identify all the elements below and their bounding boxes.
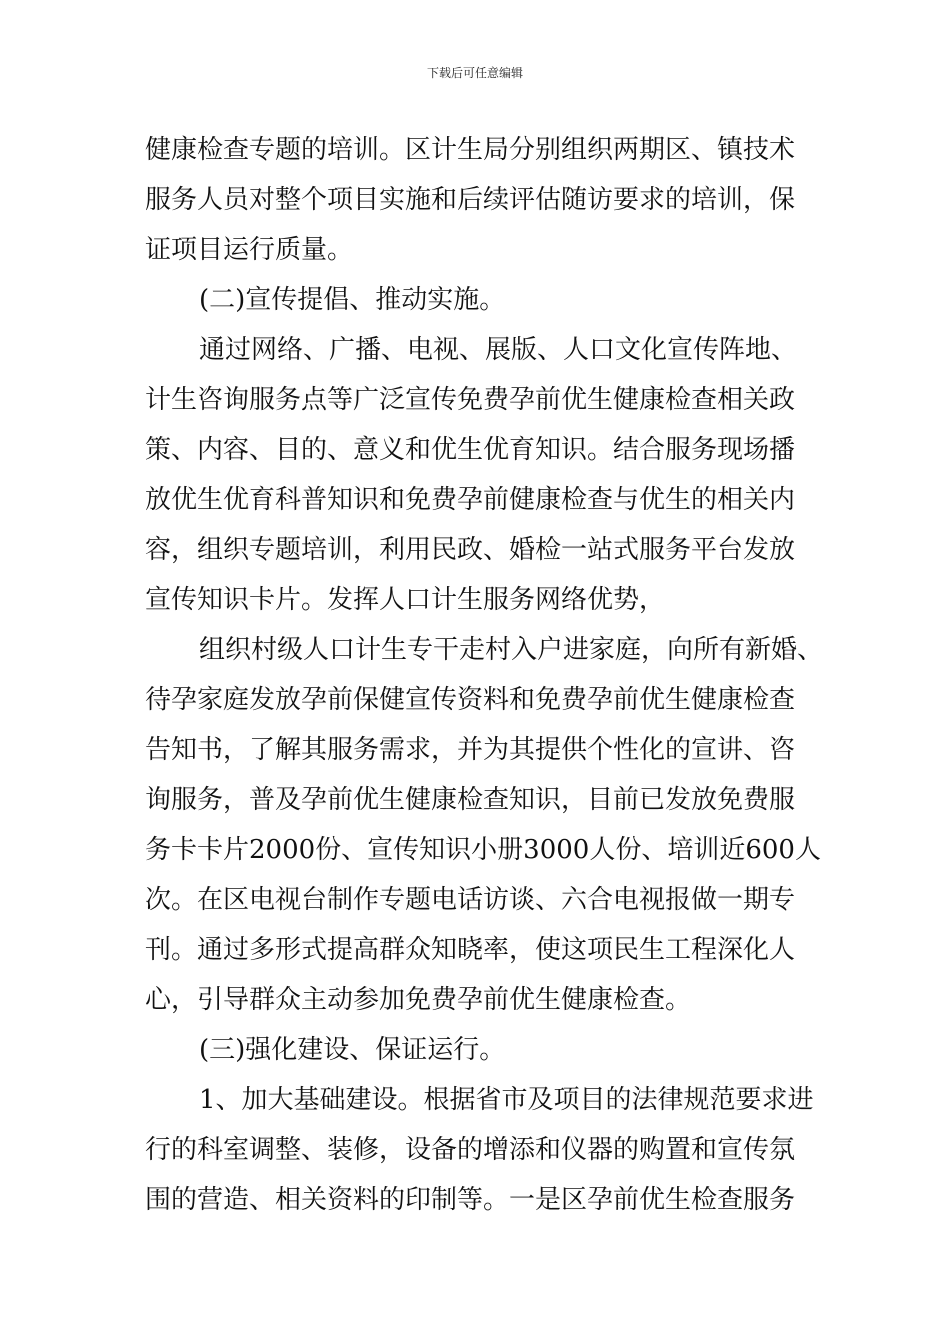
text-line: 计生咨询服务点等广泛宣传免费孕前优生健康检查相关政 [145,385,796,415]
text-line: 待孕家庭发放孕前保健宣传资料和免费孕前优生健康检查 [145,685,796,715]
text-line: 告知书，了解其服务需求，并为其提供个性化的宣讲、咨 [145,735,796,765]
text-line: 心，引导群众主动参加免费孕前优生健康检查。 [145,985,692,1015]
text-line: 刊。通过多形式提高群众知晓率，使这项民生工程深化人 [145,935,796,965]
text-line: 健康检查专题的培训。区计生局分别组织两期区、镇技术 [145,135,796,165]
text-line: 宣传知识卡片。发挥人口计生服务网络优势， [145,585,666,615]
text-line: 行的科室调整、装修，设备的增添和仪器的购置和宣传氛 [145,1135,796,1165]
text-line: 放优生优育科普知识和免费孕前健康检查与优生的相关内 [145,485,796,515]
text-line: (三)强化建设、保证运行。 [199,1035,506,1065]
text-line: 务卡卡片2000份、宣传知识小册3000人份、培训近600人 [145,835,821,865]
text-line: 围的营造、相关资料的印制等。一是区孕前优生检查服务 [145,1185,796,1215]
text-line: 策、内容、目的、意义和优生优育知识。结合服务现场播 [145,435,796,465]
text-line: (二)宣传提倡、推动实施。 [199,285,506,315]
text-line: 服务人员对整个项目实施和后续评估随访要求的培训，保 [145,185,796,215]
text-line: 次。在区电视台制作专题电话访谈、六合电视报做一期专 [145,885,796,915]
text-line: 组织村级人口计生专干走村入户进家庭，向所有新婚、 [199,635,824,665]
text-line: 容，组织专题培训，利用民政、婚检一站式服务平台发放 [145,535,796,565]
text-line: 通过网络、广播、电视、展版、人口文化宣传阵地、 [199,335,798,365]
page-header: 下载后可任意编辑 [426,66,523,80]
text-line: 1、加大基础建设。根据省市及项目的法律规范要求进 [199,1085,814,1115]
text-line: 证项目运行质量。 [145,235,354,265]
document-body [145,125,824,1225]
text-line: 询服务，普及孕前优生健康检查知识，目前已发放免费服 [145,785,796,815]
